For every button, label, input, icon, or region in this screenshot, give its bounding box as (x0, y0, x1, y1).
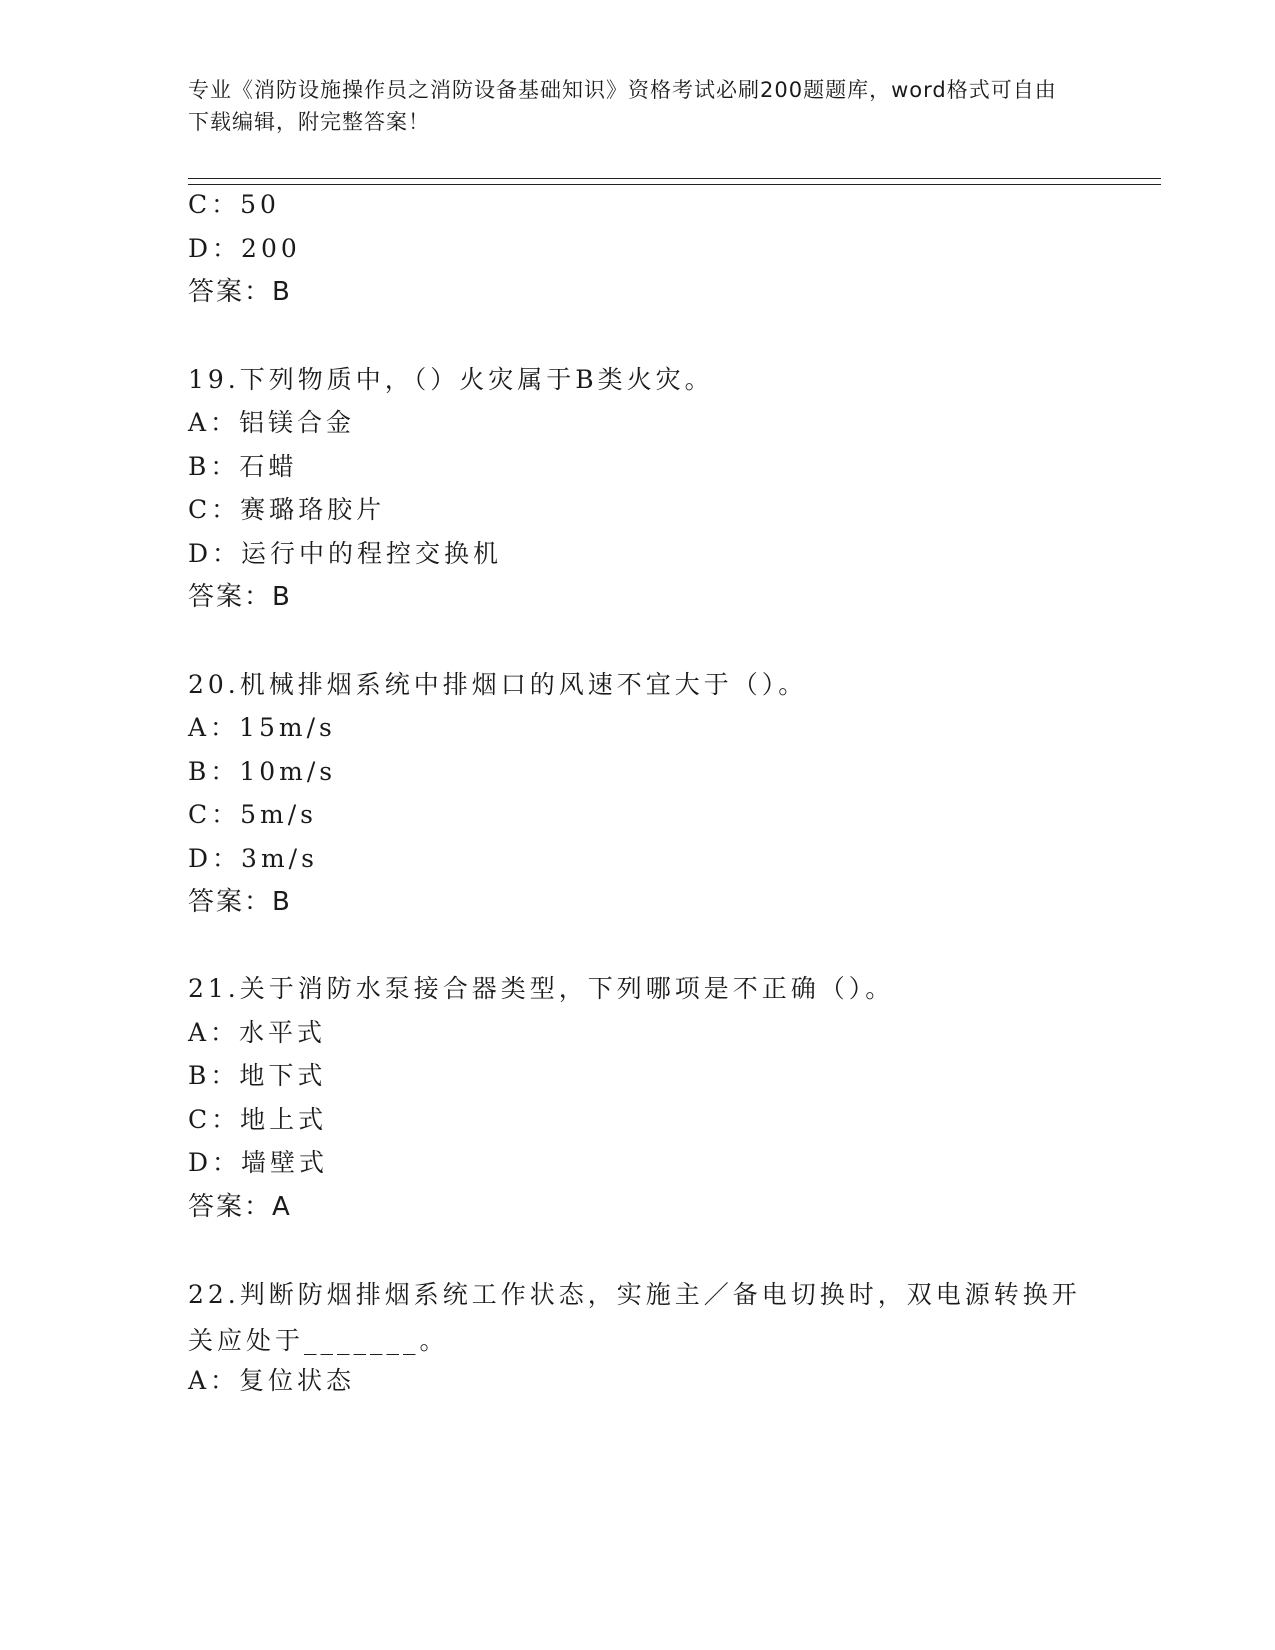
answer-line: 答案：B (188, 887, 292, 917)
header-divider-bottom (188, 184, 1161, 185)
header-divider-top (188, 178, 1161, 179)
option-d: D：3m/s (188, 844, 318, 873)
option-a: A：铝镁合金 (188, 408, 356, 437)
answer-line: 答案：B (188, 582, 292, 612)
option-c: C：地上式 (188, 1105, 328, 1134)
option-a: A：水平式 (188, 1018, 327, 1047)
question-stem: 19.下列物质中，（）火灾属于B类火灾。 (188, 365, 714, 394)
option-a: A：15m/s (188, 713, 336, 742)
option-a: A：复位状态 (188, 1366, 356, 1395)
option-d: D：200 (188, 234, 301, 263)
question-stem: 21.关于消防水泵接合器类型，下列哪项是不正确（）。 (188, 974, 895, 1003)
document-header-title: 专业《消防设施操作员之消防设备基础知识》资格考试必刷200题题库，word格式可自由下载编辑，附完整答案！ (188, 78, 1057, 134)
question-stem: 22.判断防烟排烟系统工作状态，实施主／备电切换时，双电源转换开关应处于_______。 (188, 1280, 1081, 1355)
option-c: C：50 (188, 190, 280, 219)
option-b: B：地下式 (188, 1061, 327, 1090)
option-c: C：赛璐珞胶片 (188, 495, 386, 524)
option-d: D：墙壁式 (188, 1148, 329, 1177)
option-d: D：运行中的程控交换机 (188, 539, 503, 568)
answer-line: 答案：A (188, 1192, 292, 1222)
question-stem: 20.机械排烟系统中排烟口的风速不宜大于（）。 (188, 670, 808, 699)
answer-line: 答案：B (188, 277, 292, 307)
option-c: C：5m/s (188, 800, 317, 829)
option-b: B：石蜡 (188, 452, 298, 481)
option-b: B：10m/s (188, 757, 337, 786)
